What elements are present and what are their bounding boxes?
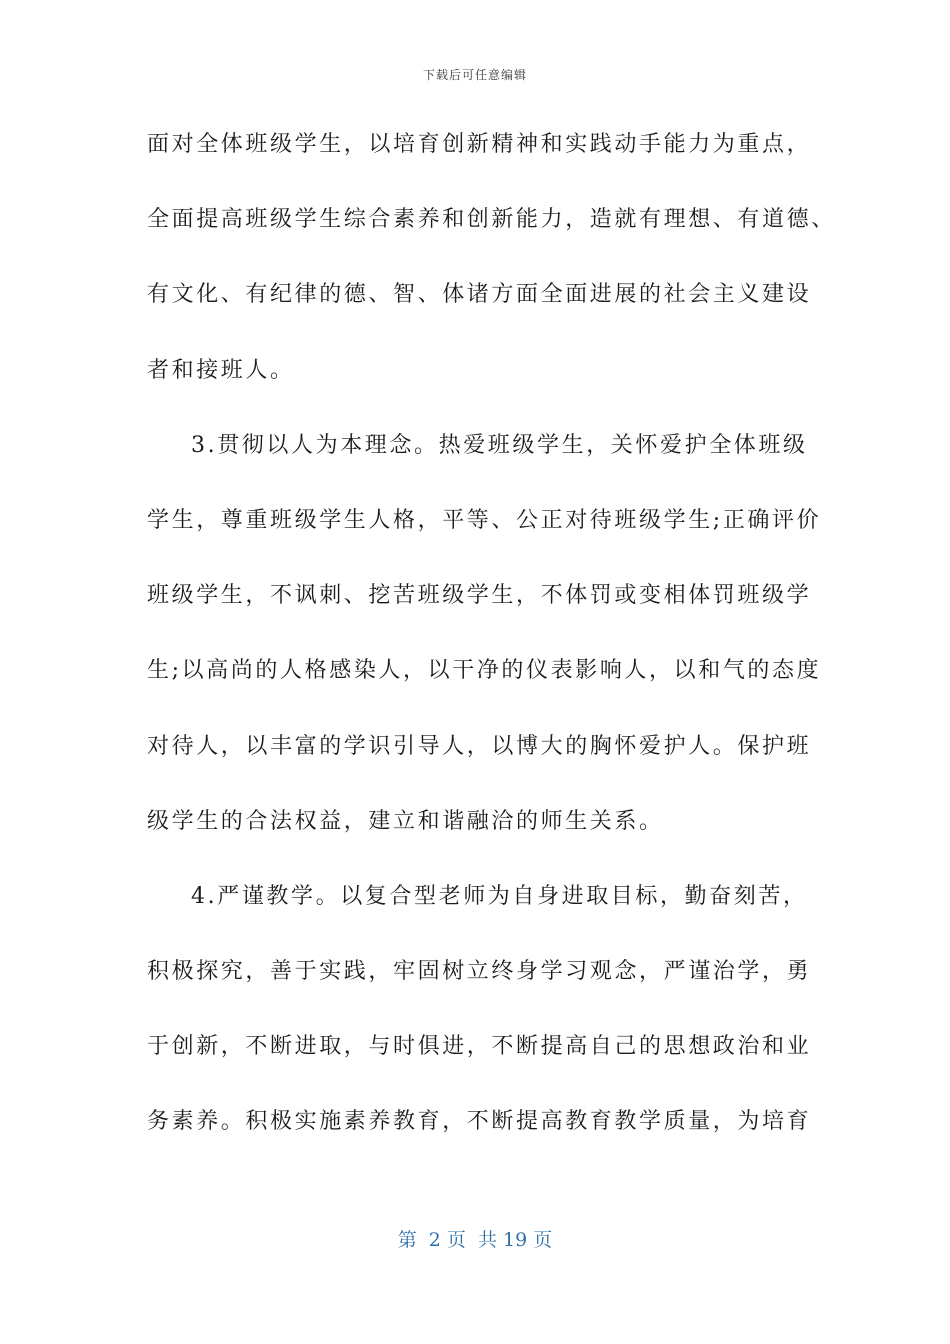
text-line: 学生，尊重班级学生人格，平等、公正对待班级学生;正确评价	[147, 507, 822, 533]
page-number-text: 第 2 页 共 19 页	[397, 1229, 553, 1251]
text-line: 务素养。积极实施素养教育，不断提高教育教学质量，为培育	[147, 1109, 812, 1135]
text-line: 对待人，以丰富的学识引导人，以博大的胸怀爱护人。保护班	[147, 733, 812, 759]
page-number-footer	[0, 1225, 950, 1252]
text-line: 者和接班人。	[147, 357, 295, 383]
text-line: 生;以高尚的人格感染人，以干净的仪表影响人，以和气的态度	[147, 658, 822, 684]
paragraph-start-line: 3.贯彻以人为本理念。热爱班级学生，关怀爱护全体班级	[191, 432, 808, 458]
text-line: 级学生的合法权益，建立和谐融洽的师生关系。	[147, 808, 664, 834]
text-line: 面对全体班级学生，以培育创新精神和实践动手能力为重点，	[147, 132, 812, 157]
text-line: 积极探究，善于实践，牢固树立终身学习观念，严谨治学，勇	[147, 959, 812, 985]
document-body	[147, 124, 836, 1177]
text-line: 班级学生，不讽刺、挖苦班级学生，不体罚或变相体罚班级学	[147, 583, 812, 609]
text-line: 有文化、有纪律的德、智、体诸方面全面进展的社会主义建设	[147, 282, 812, 308]
text-line: 于创新，不断进取，与时俱进，不断提高自己的思想政治和业	[147, 1034, 812, 1060]
page-header: 下载后可任意编辑	[422, 68, 527, 82]
text-line: 全面提高班级学生综合素养和创新能力，造就有理想、有道德、	[147, 207, 836, 233]
paragraph-start-line: 4.严谨教学。以复合型老师为自身进取目标，勤奋刻苦，	[191, 883, 808, 909]
